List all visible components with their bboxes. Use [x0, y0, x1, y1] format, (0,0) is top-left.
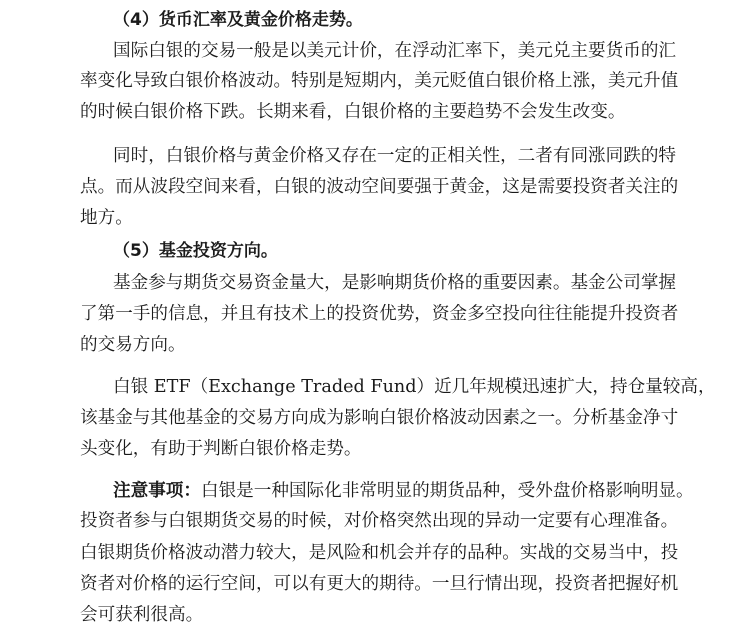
note-line: 白银期货价格波动潜力较大，是风险和机会并存的品种。实战的交易当中，投 — [80, 543, 679, 563]
note-line: 资者对价格的运行空间，可以有更大的期待。一旦行情出现，投资者把握好机 — [80, 574, 679, 594]
paragraph-line: 基金参与期货交易资金量大，是影响期货价格的重要因素。基金公司掌握 — [113, 273, 677, 293]
paragraph-line: 头变化，有助于判断白银价格走势。 — [80, 439, 362, 459]
note-first-line — [113, 480, 694, 502]
paragraph-line: 点。而从波段空间来看，白银的波动空间要强于黄金，这是需要投资者关注的 — [80, 177, 679, 197]
paragraph-line: 地方。 — [80, 208, 133, 228]
paragraph-line: 该基金与其他基金的交易方向成为影响白银价格波动因素之一。分析基金净寸 — [80, 408, 679, 428]
section-heading-currency-gold: （4）货币汇率及黄金价格走势。 — [113, 10, 363, 30]
note-line: 投资者参与白银期货交易的时候，对价格突然出现的异动一定要有心理准备。 — [80, 511, 679, 531]
note-line: 会可获利很高。 — [80, 605, 204, 625]
paragraph-line: 了第一手的信息，并且有技术上的投资优势，资金多空投向往往能提升投资者 — [80, 304, 679, 324]
section-heading-fund-direction: （5）基金投资方向。 — [113, 241, 278, 261]
note-first-line-text: 白银是一种国际化非常明显的期货品种，受外盘价格影响明显。 — [200, 481, 694, 501]
note-label: 注意事项： — [113, 481, 201, 501]
paragraph-line: 同时，白银价格与黄金价格又存在一定的正相关性，二者有同涨同跌的特 — [113, 146, 677, 166]
paragraph-line: 国际白银的交易一般是以美元计价，在浮动汇率下，美元兑主要货币的汇 — [113, 41, 677, 61]
paragraph-line: 率变化导致白银价格波动。特别是短期内，美元贬值白银价格上涨，美元升值 — [80, 71, 679, 91]
paragraph-line: 的时候白银价格下跌。长期来看，白银价格的主要趋势不会发生改变。 — [80, 102, 626, 122]
paragraph-line: 的交易方向。 — [80, 335, 186, 355]
paragraph-line: 白银 ETF（Exchange Traded Fund）近几年规模迅速扩大，持仓量较高， — [113, 377, 716, 397]
